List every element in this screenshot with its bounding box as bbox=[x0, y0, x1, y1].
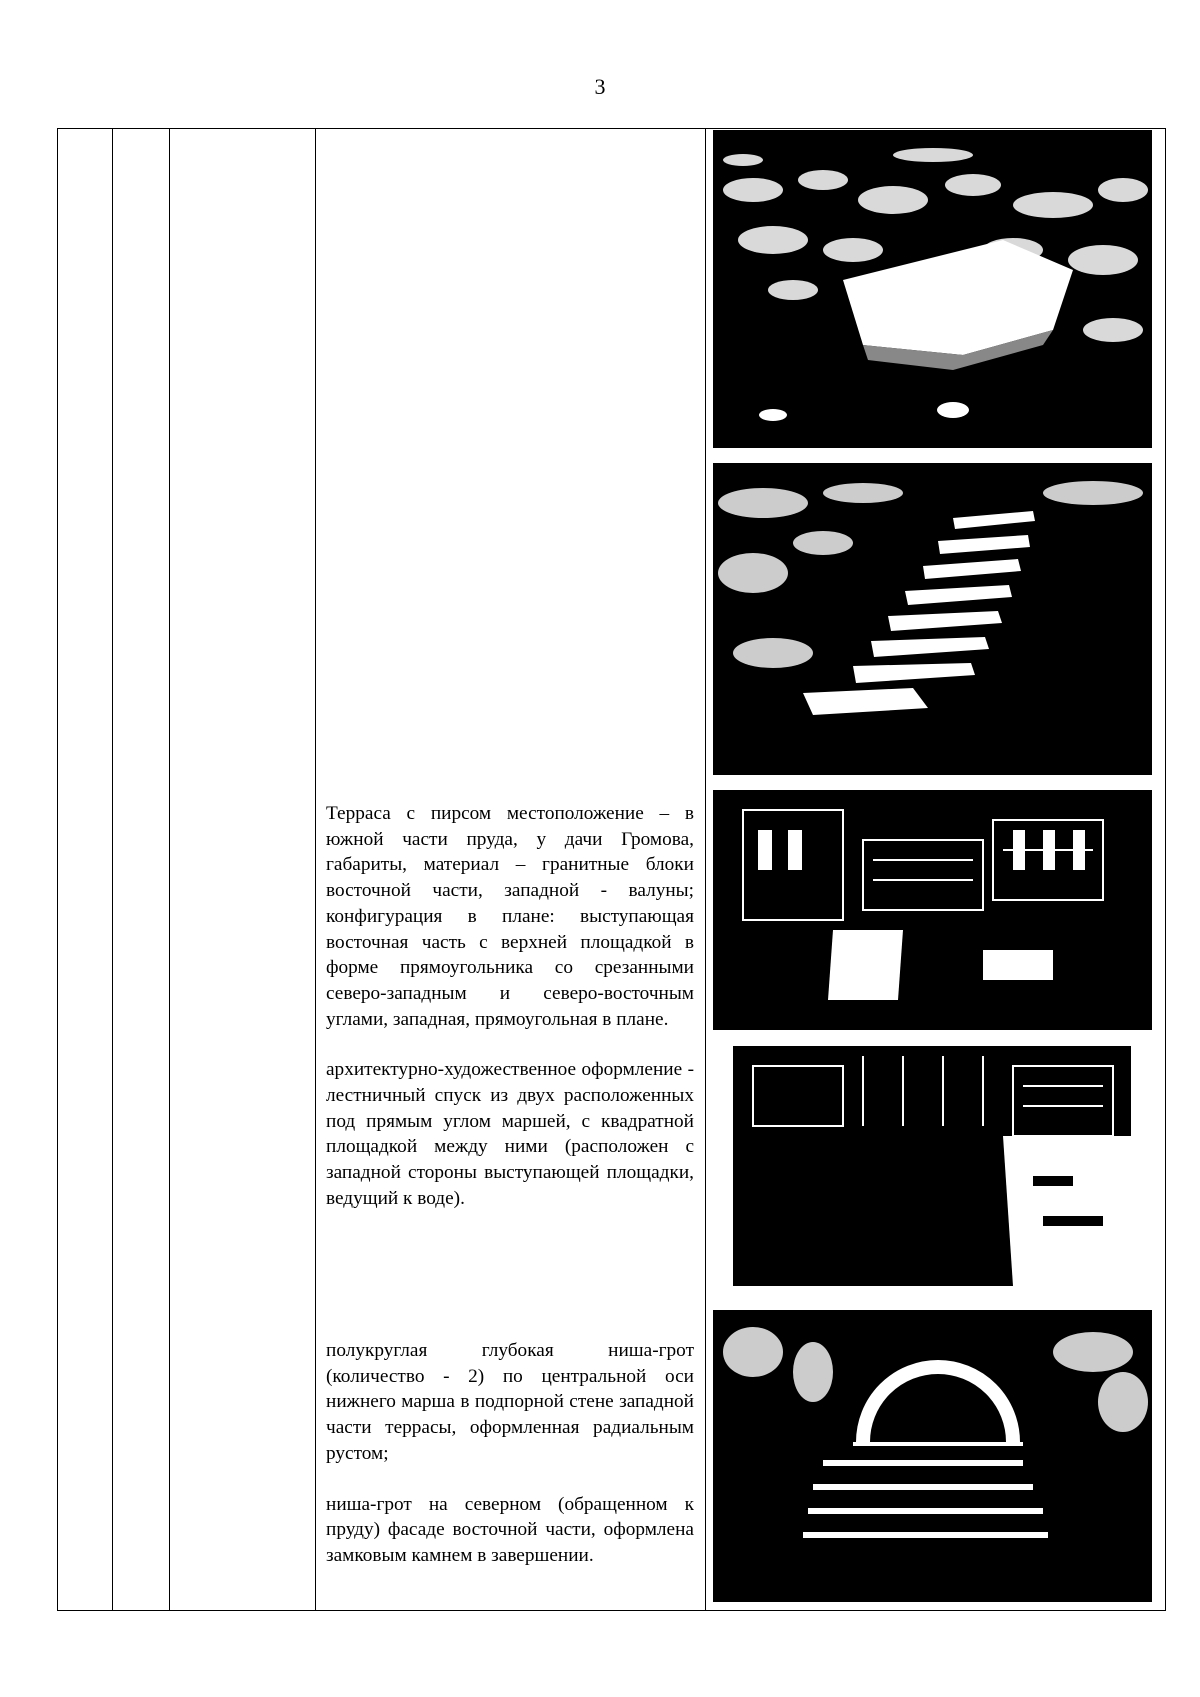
terrace-wall-photo bbox=[733, 1046, 1131, 1286]
description-paragraph: полукруглая глубокая ниша-грот (количество - 2) по центральной оси нижнего марша в подпорной стене западной части террасы, оформленная радиальным рустом; bbox=[326, 1340, 694, 1464]
page-number: 3 bbox=[594, 74, 606, 99]
description-text bbox=[326, 801, 694, 1212]
grotto-niche-photo bbox=[713, 1302, 1152, 1602]
description-paragraph: архитектурно-художественное оформление - лестничный спуск из двух расположенных под прямым углом маршей, с квадратной площадкой между ними (расположен с западной стороны выступающей площадки, ведущий к воде). bbox=[326, 1059, 694, 1209]
column-divider bbox=[705, 129, 706, 1610]
description-paragraph: Терраса с пирсом местоположение – в южной части пруда, у дачи Громова, габариты, материал – гранитные блоки восточной части, западной - валуны; конфигурация в плане: выступающая восточная часть с верхней площадкой в форме прямоугольника со срезанными северо-западным и северо-восточным углами, западная, прямоугольная в плане. bbox=[326, 803, 694, 1030]
column-divider bbox=[112, 129, 113, 1610]
terrace-platform-photo bbox=[713, 130, 1152, 448]
terrace-stairs-photo bbox=[713, 463, 1152, 775]
description-paragraph: ниша-грот на северном (обращенном к пруду) фасаде восточной части, оформлена замковым камнем в завершении. bbox=[326, 1493, 694, 1566]
description-text-2 bbox=[326, 1338, 694, 1569]
terrace-facade-photo bbox=[713, 790, 1152, 1030]
column-divider bbox=[315, 129, 316, 1610]
column-divider bbox=[169, 129, 170, 1610]
